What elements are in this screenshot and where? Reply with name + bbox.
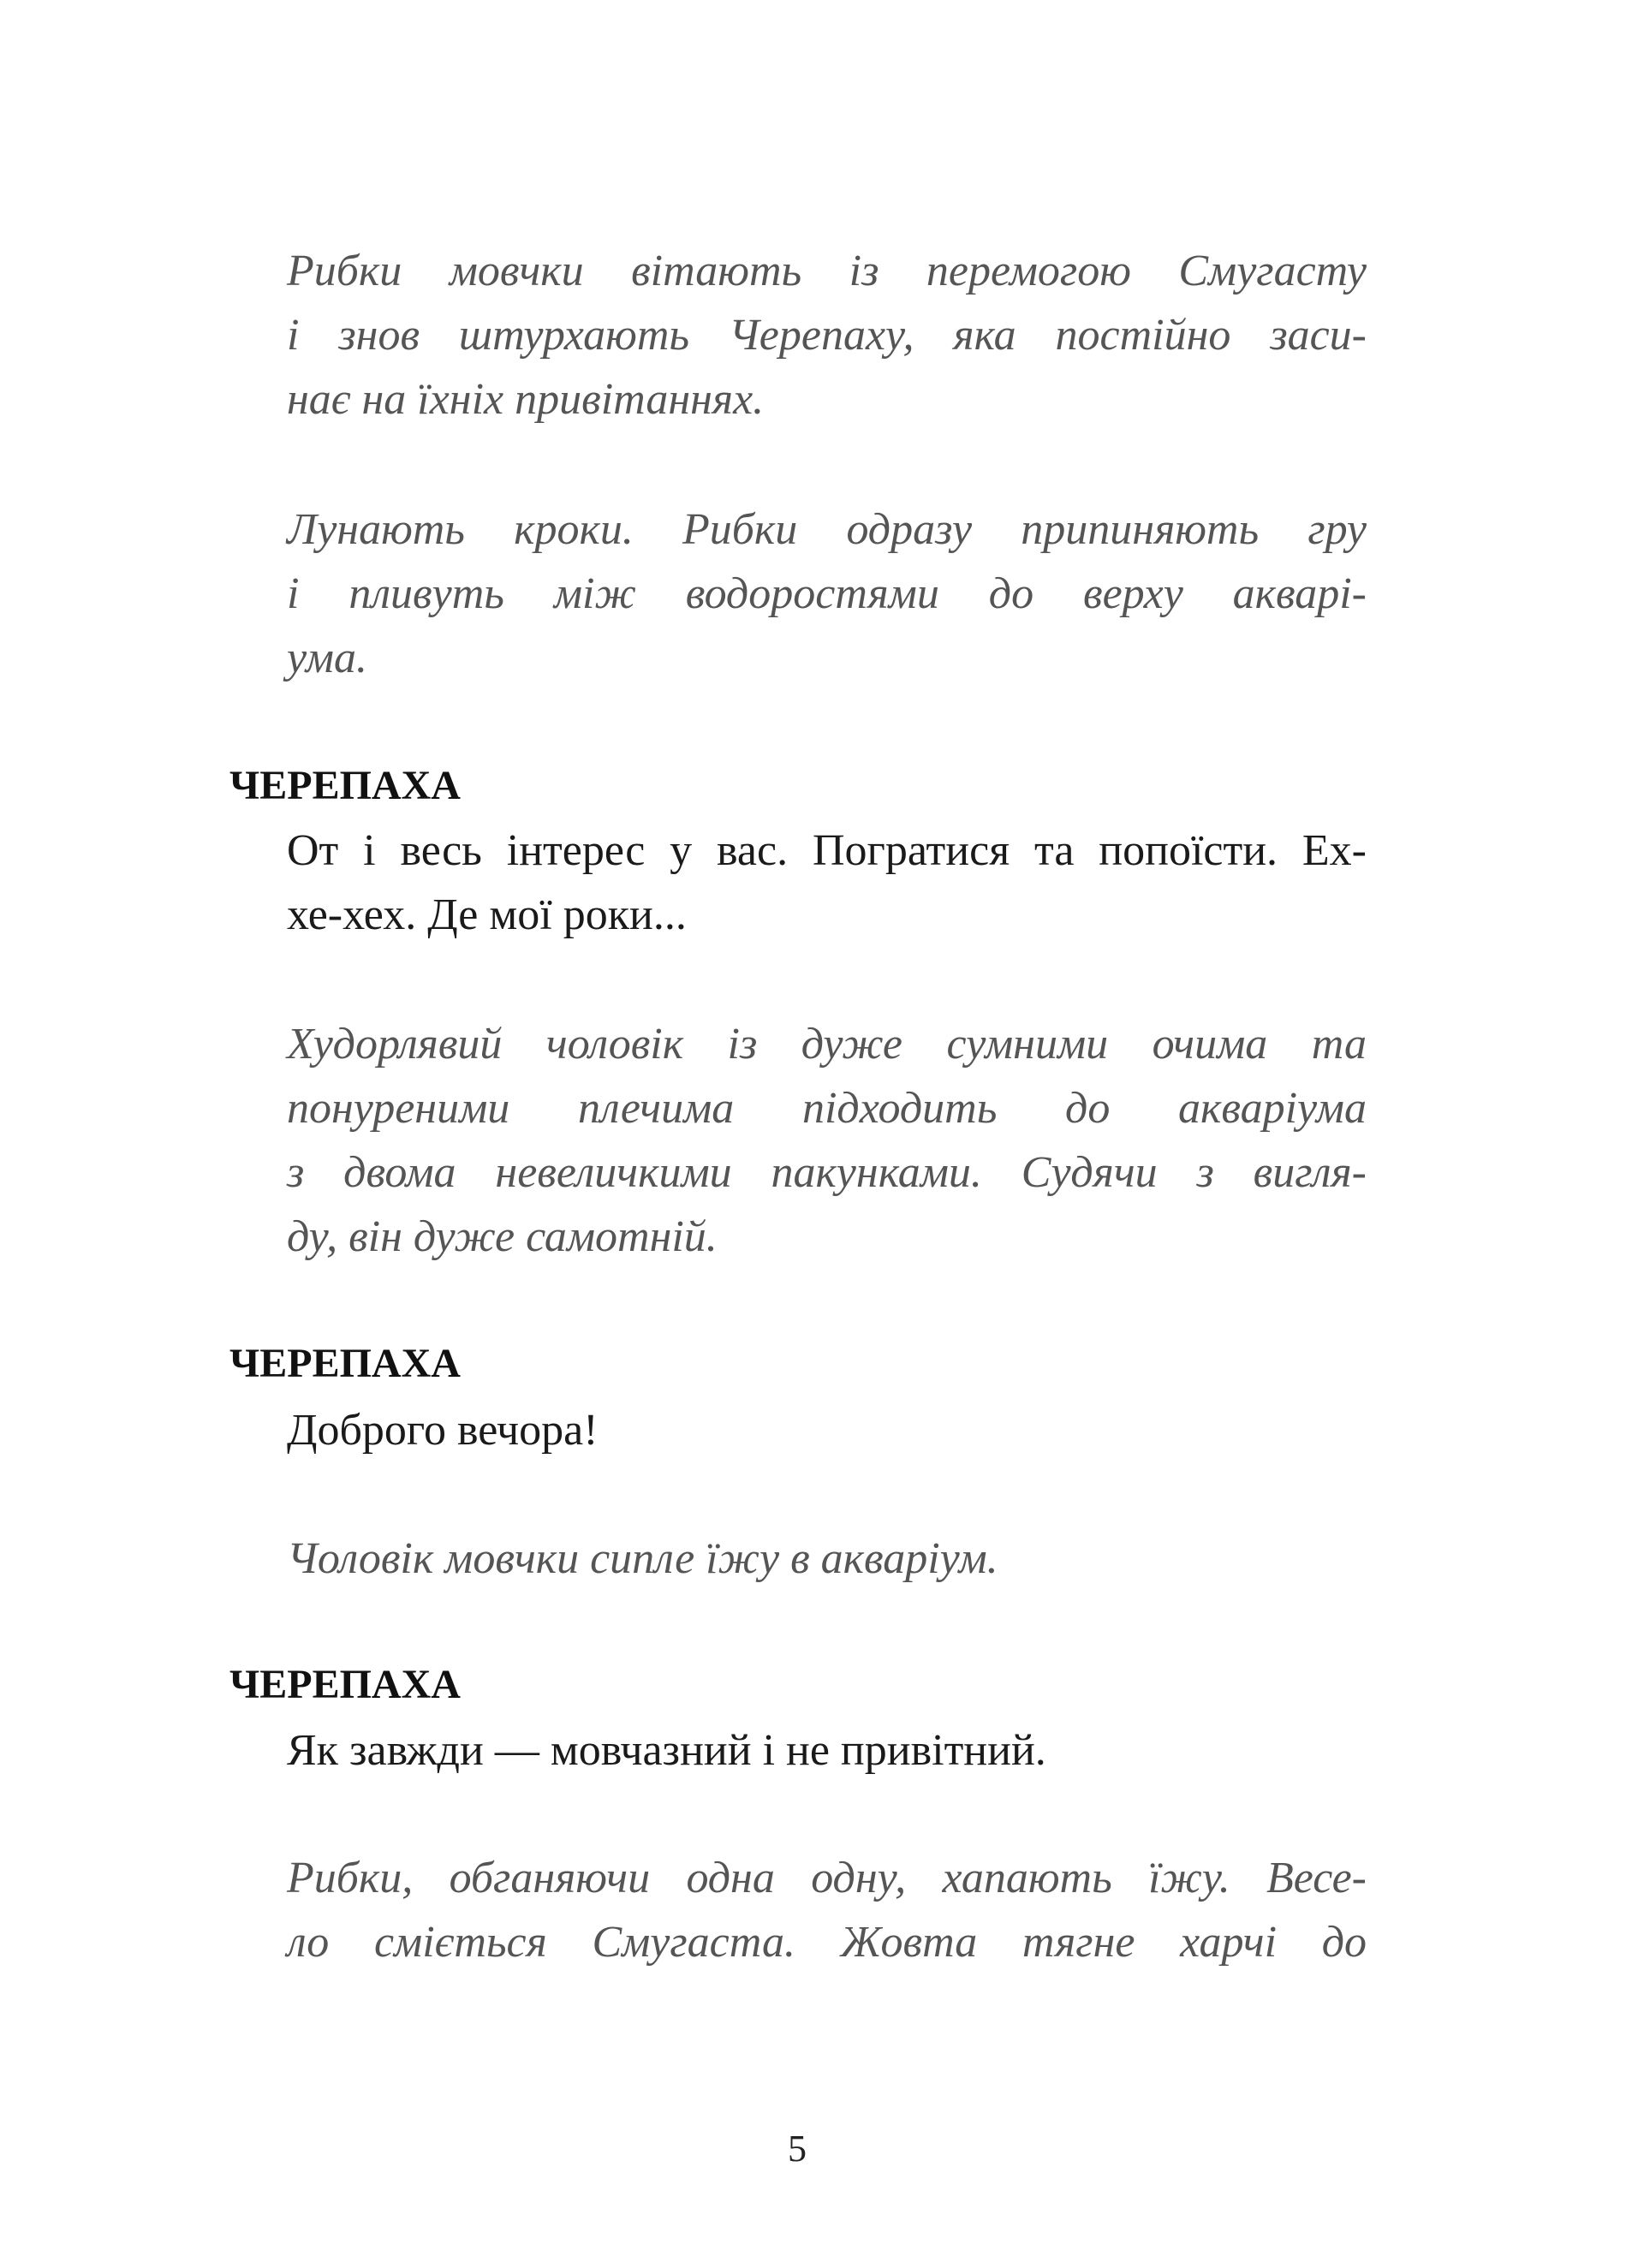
text-line: нає на їхніх привітаннях.: [287, 375, 765, 424]
page-number: 5: [788, 2128, 807, 2170]
text-line: Як завжди — мовчазний і не привітний.: [287, 1726, 1046, 1775]
speaker-name: ЧЕРЕПАХА: [229, 1662, 461, 1707]
text-line: і знов штурхають Черепаху, яка постійно заси-: [287, 311, 1367, 360]
text-line: ду, він дуже самотній.: [287, 1212, 718, 1261]
dialogue: [287, 819, 1367, 947]
stage-direction: [287, 497, 1367, 690]
text-line: Лунають кроки. Рибки одразу припиняють гру: [287, 505, 1367, 554]
dialogue: [287, 1718, 1367, 1783]
text-line: Худорлявий чоловік із дуже сумними очима та: [287, 1020, 1367, 1069]
stage-direction: [287, 239, 1367, 432]
text-line: Рибки, обганяючи одна одну, хапають їжу. Весе-: [287, 1854, 1367, 1902]
text-line: Доброго вечора!: [287, 1406, 599, 1455]
stage-direction: [287, 1846, 1367, 1974]
stage-direction: [287, 1012, 1367, 1269]
text-line: ло сміється Смугаста. Жовта тягне харчі до: [287, 1918, 1367, 1967]
text-line: з двома невеличкими пакунками. Судячи з вигля-: [287, 1148, 1367, 1197]
text-line: хе-хех. Де мої роки...: [287, 890, 687, 939]
speaker-name: ЧЕРЕПАХА: [229, 763, 461, 808]
text-line: ума.: [287, 634, 367, 682]
text-line: Чоловік мовчки сипле їжу в акваріум.: [287, 1534, 998, 1583]
text-line: От і весь інтерес у вас. Погратися та попоїсти. Ех-: [287, 826, 1367, 875]
stage-direction: [287, 1527, 1367, 1591]
dialogue: [287, 1398, 1367, 1462]
text-line: і пливуть між водоростями до верху акварі-: [287, 569, 1367, 618]
text-line: Рибки мовчки вітають із перемогою Смугасту: [287, 247, 1367, 295]
text-line: понуреними плечима підходить до акваріума: [287, 1084, 1367, 1133]
speaker-name: ЧЕРЕПАХА: [229, 1341, 461, 1386]
